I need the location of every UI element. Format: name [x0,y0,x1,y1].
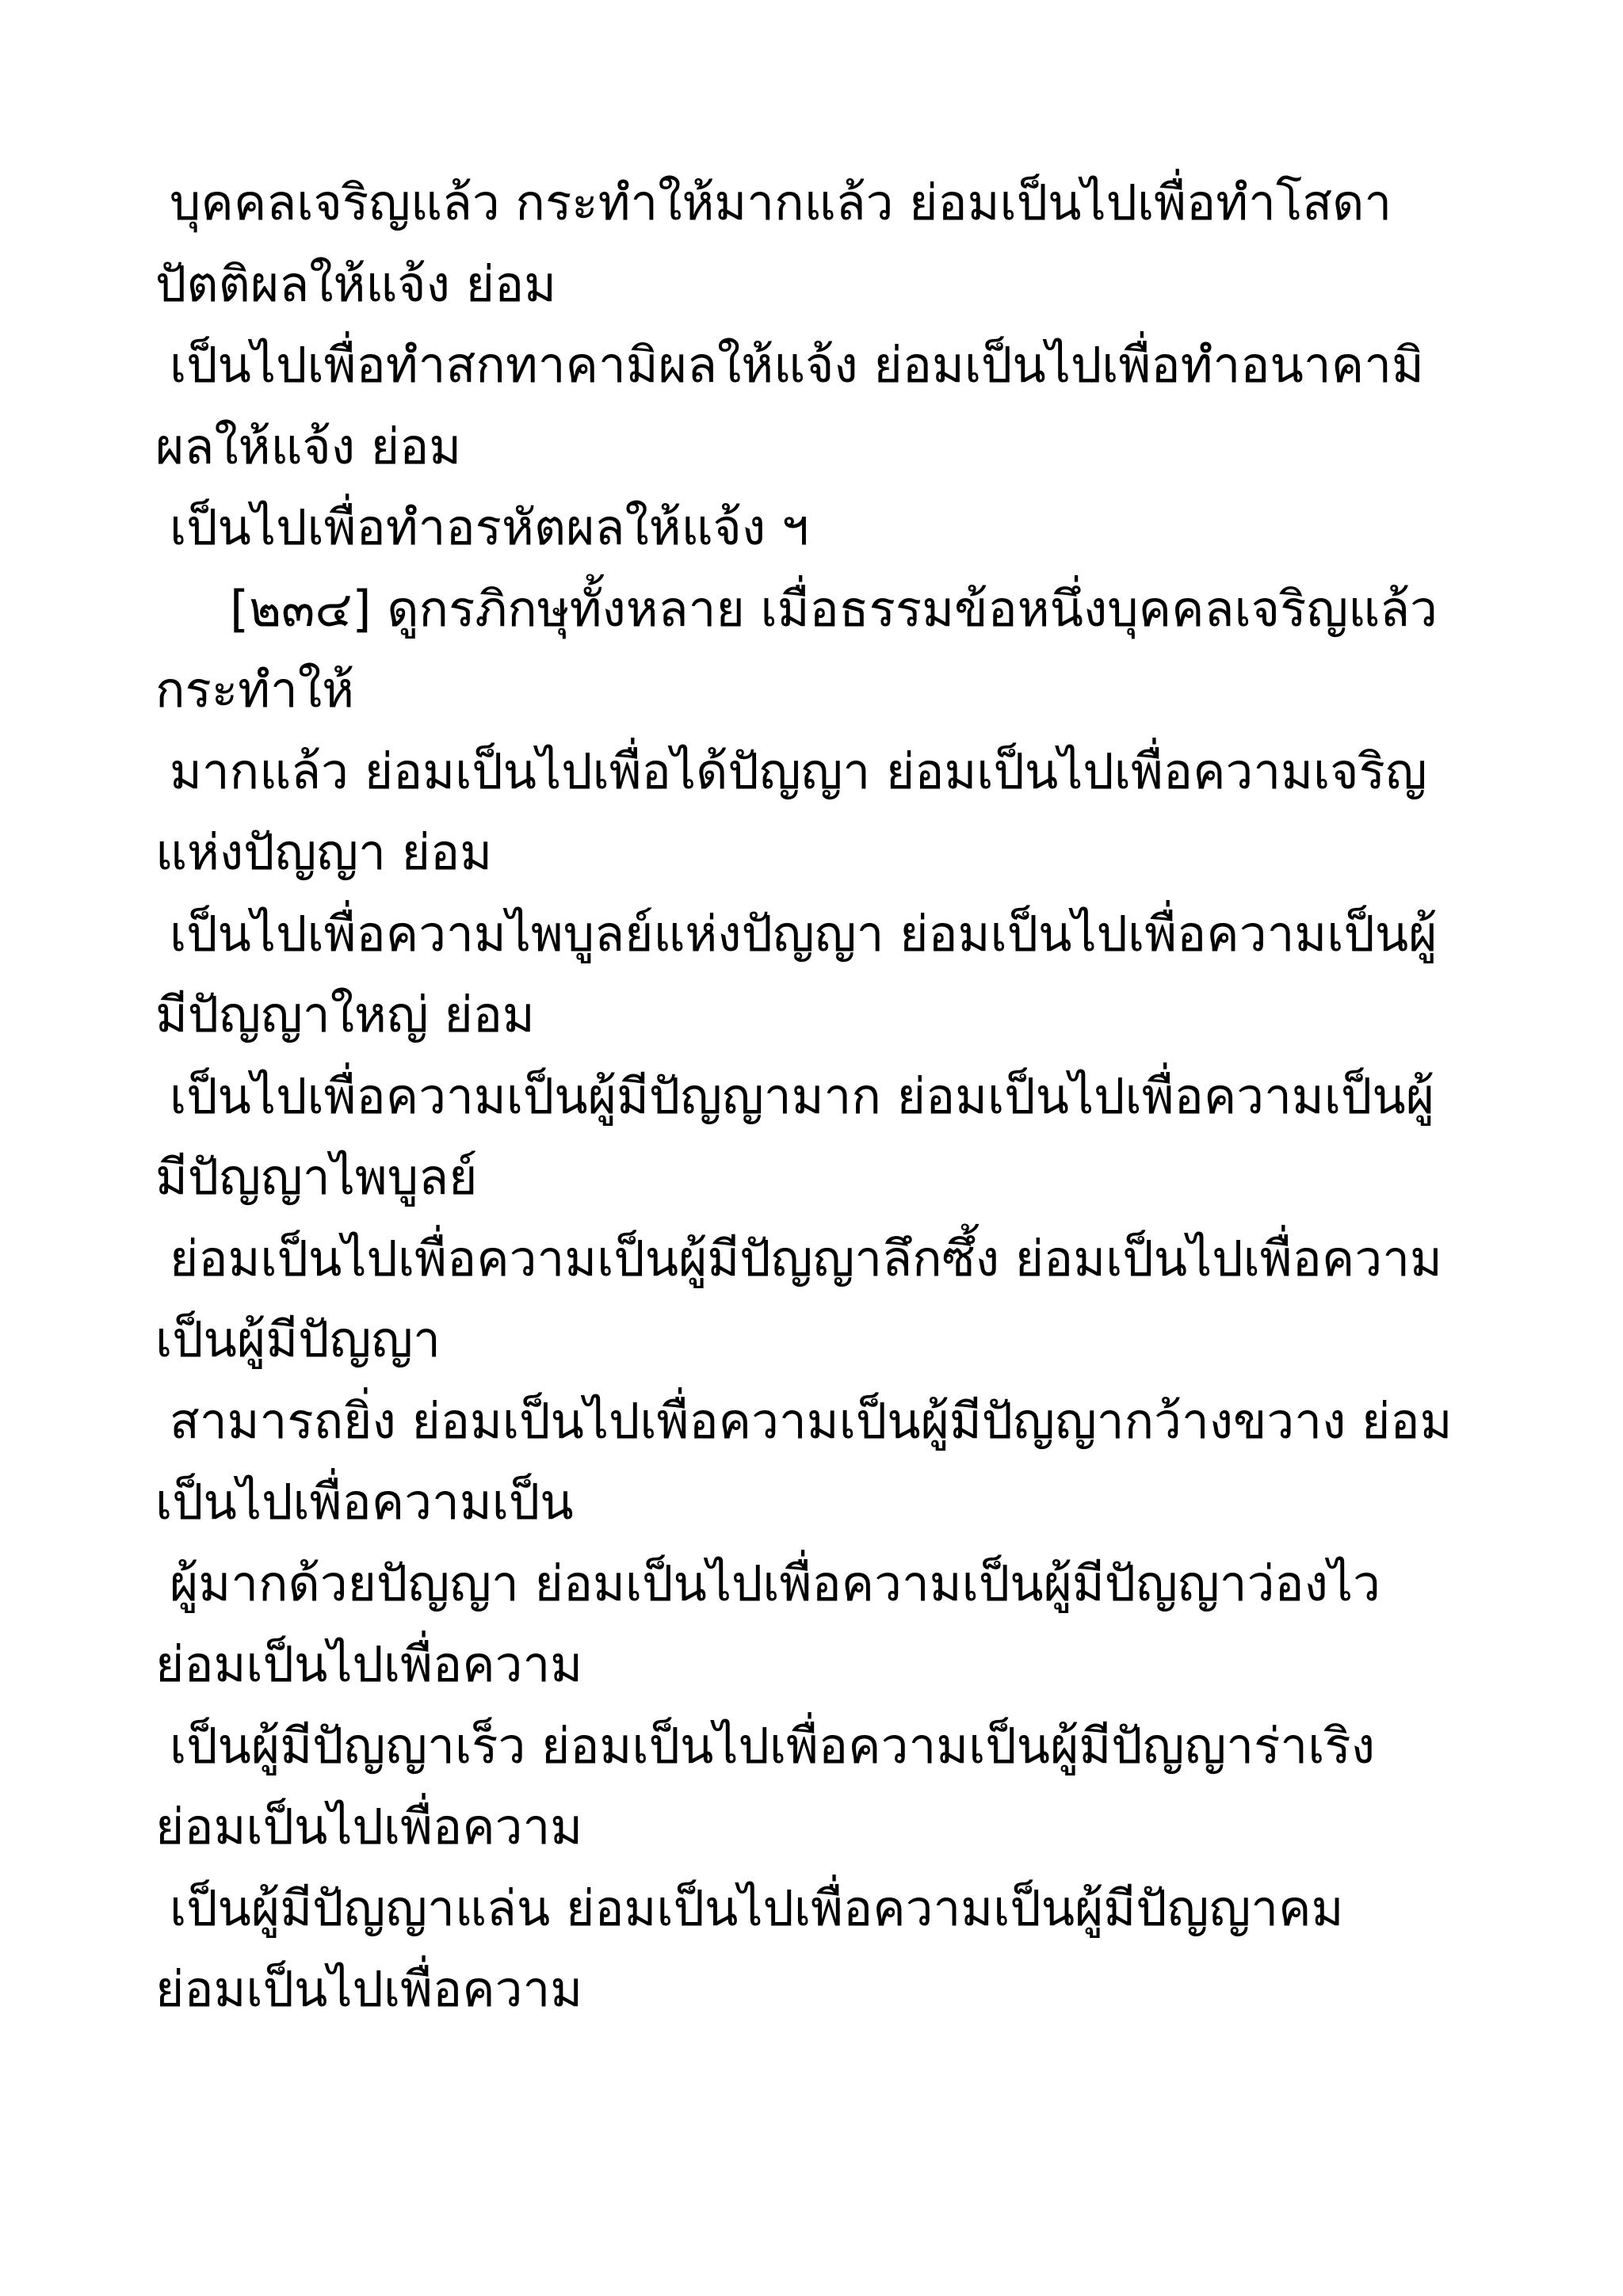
text-line: เป็นไปเพื่อทำสกทาคามิผลให้แจ้ง ย่อมเป็นไปเพื่อทำอนาคามิ [170,336,1424,394]
text-line: ย่อมเป็นไปเพื่อความ [155,1960,583,2018]
text-line: ย่อมเป็นไปเพื่อความ [155,1798,583,1855]
text-line: แห่งปัญญา ย่อม [155,823,493,881]
text-line: บุคคลเจริญแล้ว กระทำให้มากแล้ว ย่อมเป็นไปเพื่อทำโสดา [170,174,1392,231]
section-heading-line: [๒๓๔] ดูกรภิกษุทั้งหลาย เมื่อธรรมข้อหนึ่งบุคคลเจริญแล้ว [230,579,1438,638]
text-line: เป็นผู้มีปัญญาแล่น ย่อมเป็นไปเพื่อความเป็นผู้มีปัญญาคม [170,1878,1344,1937]
text-line: ปัตติผลให้แจ้ง ย่อม [155,254,557,313]
text-line: มีปัญญาใหญ่ ย่อม [155,986,535,1043]
text-line: เป็นผู้มีปัญญาเร็ว ย่อมเป็นไปเพื่อความเป็นผู้มีปัญญาร่าเริง [170,1716,1375,1775]
text-body [155,162,1503,2031]
text-line: ย่อมเป็นไปเพื่อความ [155,1635,583,1693]
text-line: เป็นไปเพื่อทำอรหัตผลให้แจ้ง ฯ [170,498,809,556]
text-line: ย่อมเป็นไปเพื่อความเป็นผู้มีปัญญาลึกซึ้ง ย่อมเป็นไปเพื่อความ [170,1229,1442,1287]
text-line: สามารถยิ่ง ย่อมเป็นไปเพื่อความเป็นผู้มีปัญญากว้างขวาง ย่อม [170,1391,1453,1450]
text-line: ผู้มากด้วยปัญญา ย่อมเป็นไปเพื่อความเป็นผู้มีปัญญาว่องไว [170,1554,1381,1612]
text-line: เป็นไปเพื่อความเป็น [155,1473,574,1531]
text-line: กระทำให้ [155,661,354,719]
text-line: เป็นผู้มีปัญญา [155,1310,441,1368]
text-line: มีปัญญาไพบูลย์ [155,1148,478,1206]
text-line: เป็นไปเพื่อความเป็นผู้มีปัญญามาก ย่อมเป็นไปเพื่อความเป็นผู้ [170,1066,1435,1125]
text-line: เป็นไปเพื่อความไพบูลย์แห่งปัญญา ย่อมเป็นไปเพื่อความเป็นผู้ [170,904,1438,963]
text-line: มากแล้ว ย่อมเป็นไปเพื่อได้ปัญญา ย่อมเป็นไปเพื่อความเจริญ [170,742,1427,800]
text-line: ผลให้แจ้ง ย่อม [155,417,462,475]
